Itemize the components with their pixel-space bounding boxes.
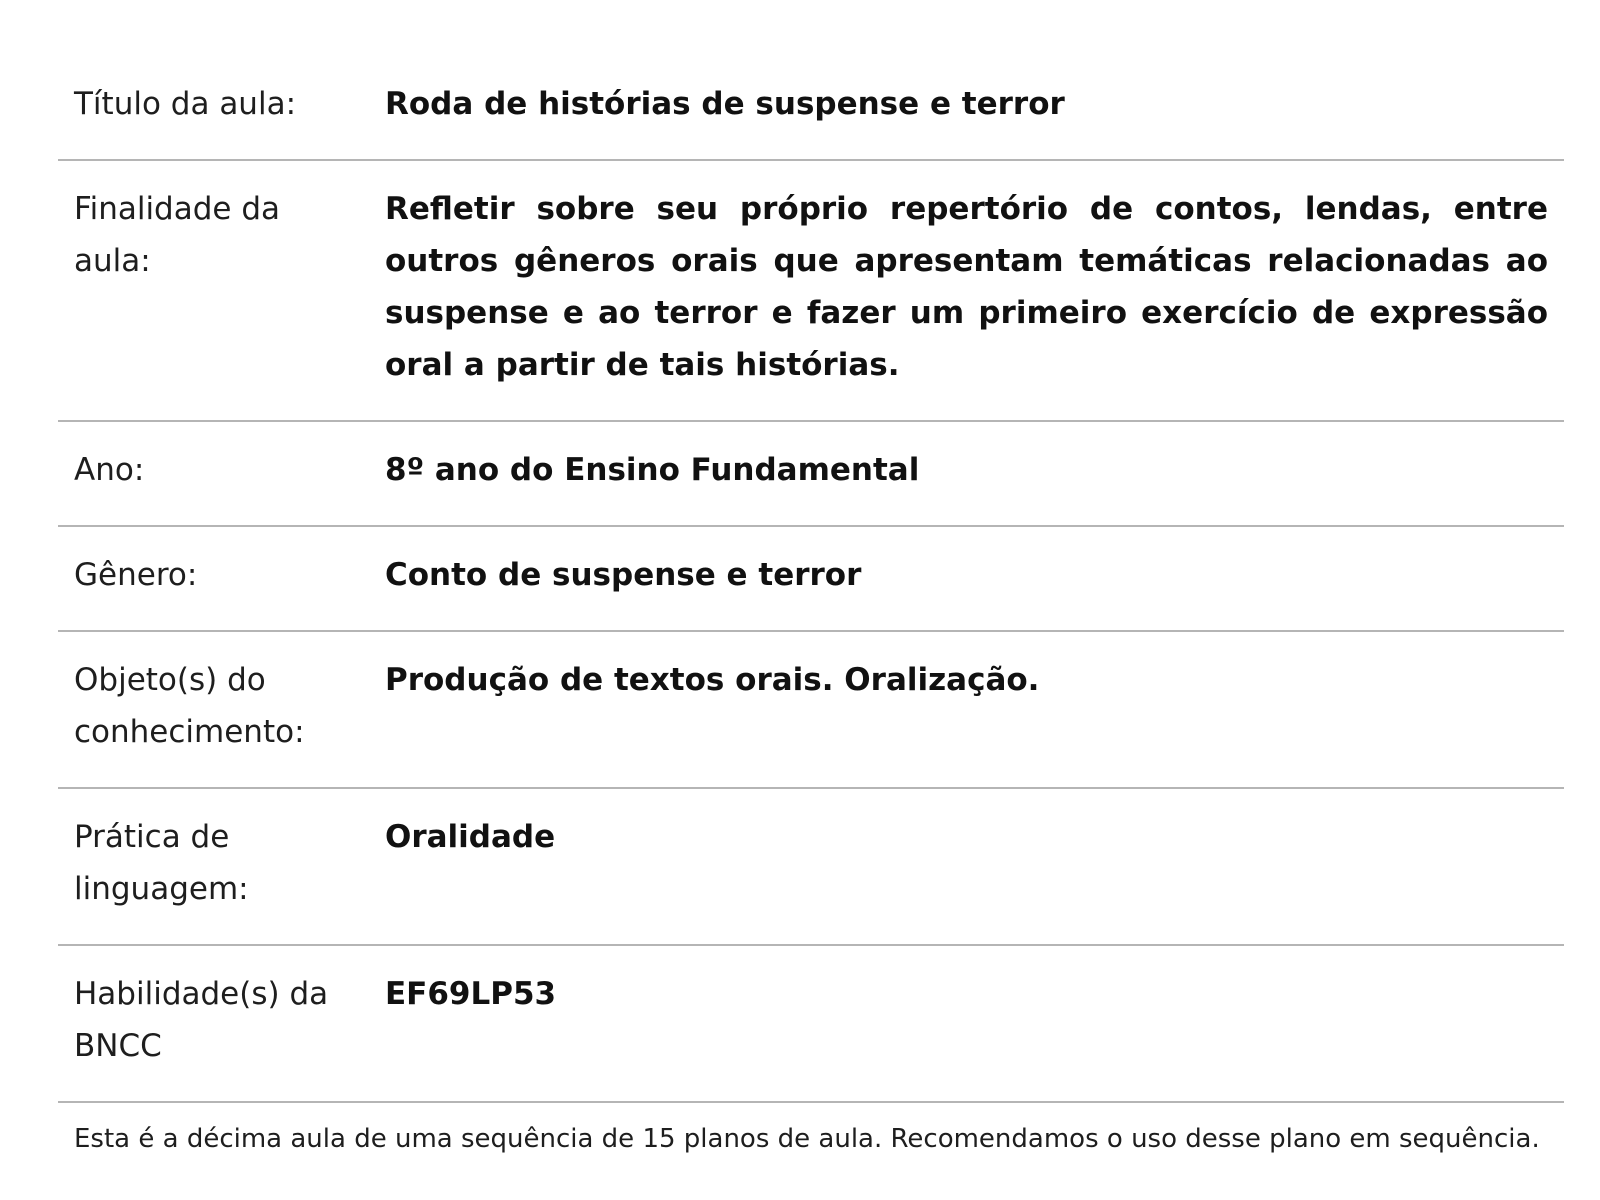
row-school-year <box>58 421 1564 526</box>
language-practice-value: Oralidade <box>369 788 1564 945</box>
genre-label: Gênero: <box>58 526 369 631</box>
sequence-note: Esta é a décima aula de uma sequência de 15 planos de aula. Recomendamos o uso desse plano em sequência. <box>74 1124 1540 1154</box>
row-lesson-purpose <box>58 160 1564 421</box>
bncc-skills-label: Habilidade(s) da BNCC <box>58 945 369 1102</box>
row-genre <box>58 526 1564 631</box>
school-year-label: Ano: <box>58 421 369 526</box>
genre-value: Conto de suspense e terror <box>369 526 1564 631</box>
row-bncc-skills <box>58 945 1564 1102</box>
lesson-purpose-label: Finalidade da aula: <box>58 160 369 421</box>
lesson-title-label: Título da aula: <box>58 52 369 160</box>
row-language-practice <box>58 788 1564 945</box>
lesson-title-value: Roda de histórias de suspense e terror <box>369 52 1564 160</box>
row-lesson-title <box>58 52 1564 160</box>
bncc-skills-value: EF69LP53 <box>369 945 1564 1102</box>
school-year-value: 8º ano do Ensino Fundamental <box>369 421 1564 526</box>
knowledge-objects-label: Objeto(s) do conhecimento: <box>58 631 369 788</box>
language-practice-label: Prática de linguagem: <box>58 788 369 945</box>
row-knowledge-objects <box>58 631 1564 788</box>
knowledge-objects-value: Produção de textos orais. Oralização. <box>369 631 1564 788</box>
lesson-plan-sheet <box>58 52 1564 1162</box>
lesson-plan-table <box>58 52 1564 1103</box>
lesson-purpose-value: Refletir sobre seu próprio repertório de contos, lendas, entre outros gêneros orais que apresentam temáticas relacionadas ao suspense e ao terror e fazer um primeiro exercício de expressão oral a partir de tais histórias. <box>369 160 1564 421</box>
